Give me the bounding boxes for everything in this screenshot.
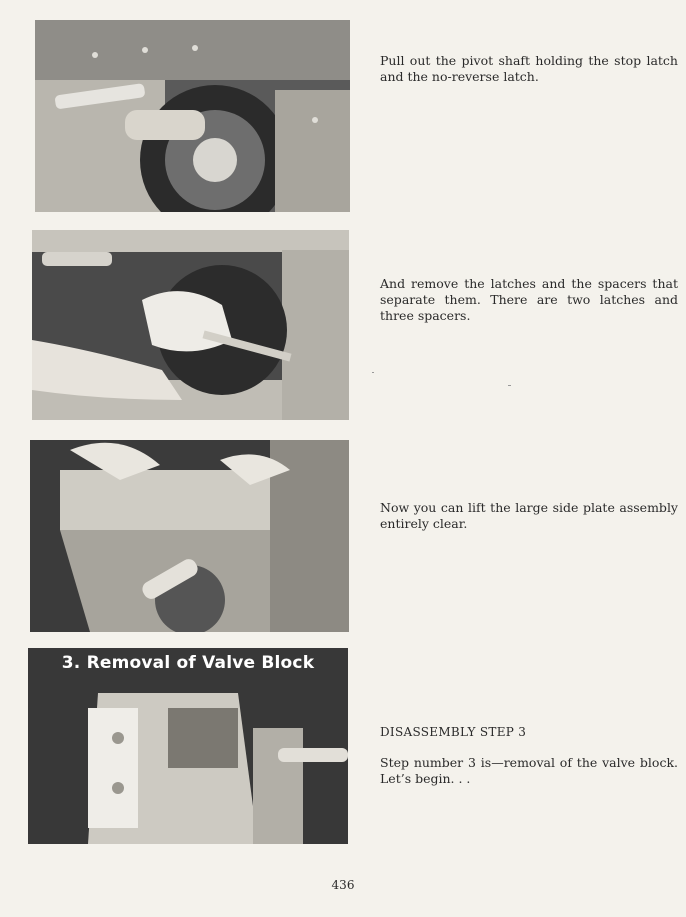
caption-pivot-shaft: Pull out the pivot shaft holding the stop latch and the no-reverse latch. — [380, 53, 678, 84]
photo-pivot-shaft — [35, 20, 350, 212]
photo-side-plate — [30, 440, 349, 632]
caption-step-intro: Step number 3 is—removal of the valve block. Let’s begin. . . — [380, 755, 678, 786]
section-banner: 3. Removal of Valve Block — [61, 653, 315, 673]
photo-valve-block — [28, 648, 348, 844]
page-number: 436 — [331, 878, 355, 892]
step-heading: DISASSEMBLY STEP 3 — [380, 725, 527, 739]
scan-speck — [508, 385, 511, 386]
photo-latches-spacers — [32, 230, 349, 420]
caption-side-plate: Now you can lift the large side plate assembly entirely clear. — [380, 500, 678, 531]
scan-speck — [372, 372, 374, 373]
caption-latches-spacers: And remove the latches and the spacers that separate them. There are two latches and three spacers. — [380, 276, 678, 323]
